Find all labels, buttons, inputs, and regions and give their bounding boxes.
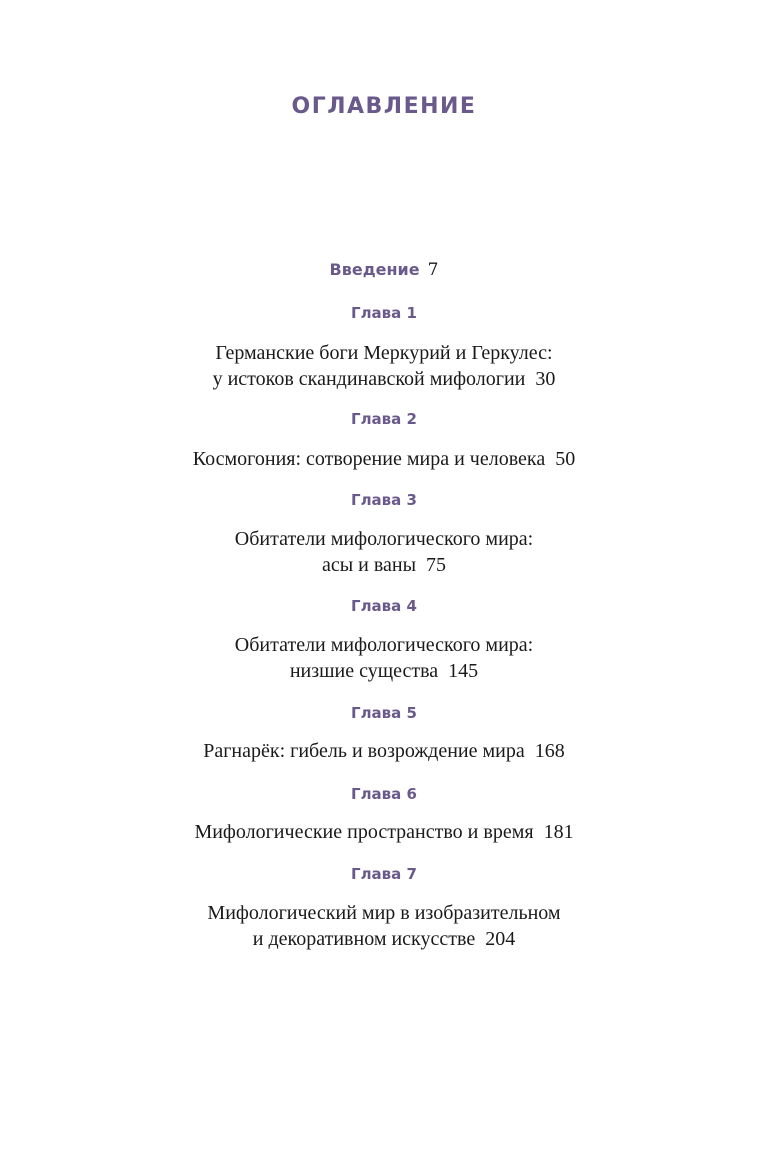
introduction-label: Введение [329, 260, 420, 279]
chapter-5-heading: Глава 5 [351, 704, 417, 722]
chapter-7-title-line-1: Мифологический мир в изобразительном [207, 902, 561, 924]
chapter-7-title-line-2: и декоративном искусстве [252, 928, 476, 950]
chapter-1-title-line-1: Германские боги Меркурий и Геркулес: [215, 342, 553, 364]
chapter-6-page-number: 181 [543, 821, 574, 843]
chapter-1-heading: Глава 1 [351, 304, 417, 322]
toc-entry-chapter-6[interactable] [0, 819, 768, 845]
toc-entry-chapter-1[interactable] [0, 340, 768, 392]
chapter-4-heading: Глава 4 [351, 597, 417, 615]
chapter-6-heading: Глава 6 [351, 785, 417, 803]
chapter-1-title-line-2: у истоков скандинавской мифологии [212, 368, 526, 390]
chapter-7-heading: Глава 7 [351, 865, 417, 883]
toc-entry-introduction[interactable] [0, 258, 768, 283]
chapter-4-page-number: 145 [448, 660, 479, 682]
page-title: ОГЛАВЛЕНИЕ [291, 94, 477, 119]
chapter-5-title-line-1: Рагнарёк: гибель и возрождение мира [203, 740, 525, 762]
chapter-2-heading: Глава 2 [351, 410, 417, 428]
toc-entry-chapter-5[interactable] [0, 738, 768, 764]
chapter-5-page-number: 168 [534, 740, 565, 762]
chapter-2-page-number: 50 [555, 448, 576, 470]
chapter-3-page-number: 75 [426, 554, 447, 576]
chapter-4-title-line-2: низшие существа [289, 660, 439, 682]
toc-entry-chapter-3[interactable] [0, 526, 768, 578]
chapter-3-heading: Глава 3 [351, 491, 417, 509]
chapter-2-title-line-1: Космогония: сотворение мира и человека [192, 448, 546, 470]
chapter-1-page-number: 30 [535, 368, 556, 390]
chapter-4-title-line-1: Обитатели мифологического мира: [234, 634, 534, 656]
toc-entry-chapter-7[interactable] [0, 900, 768, 952]
chapter-6-title-line-1: Мифологические пространство и время [194, 821, 534, 843]
toc-entry-chapter-2[interactable] [0, 446, 768, 472]
introduction-page-number: 7 [427, 260, 439, 280]
chapter-3-title-line-1: Обитатели мифологического мира: [234, 528, 534, 550]
toc-entry-chapter-4[interactable] [0, 632, 768, 684]
chapter-7-page-number: 204 [485, 928, 516, 950]
chapter-3-title-line-2: асы и ваны [321, 554, 417, 576]
